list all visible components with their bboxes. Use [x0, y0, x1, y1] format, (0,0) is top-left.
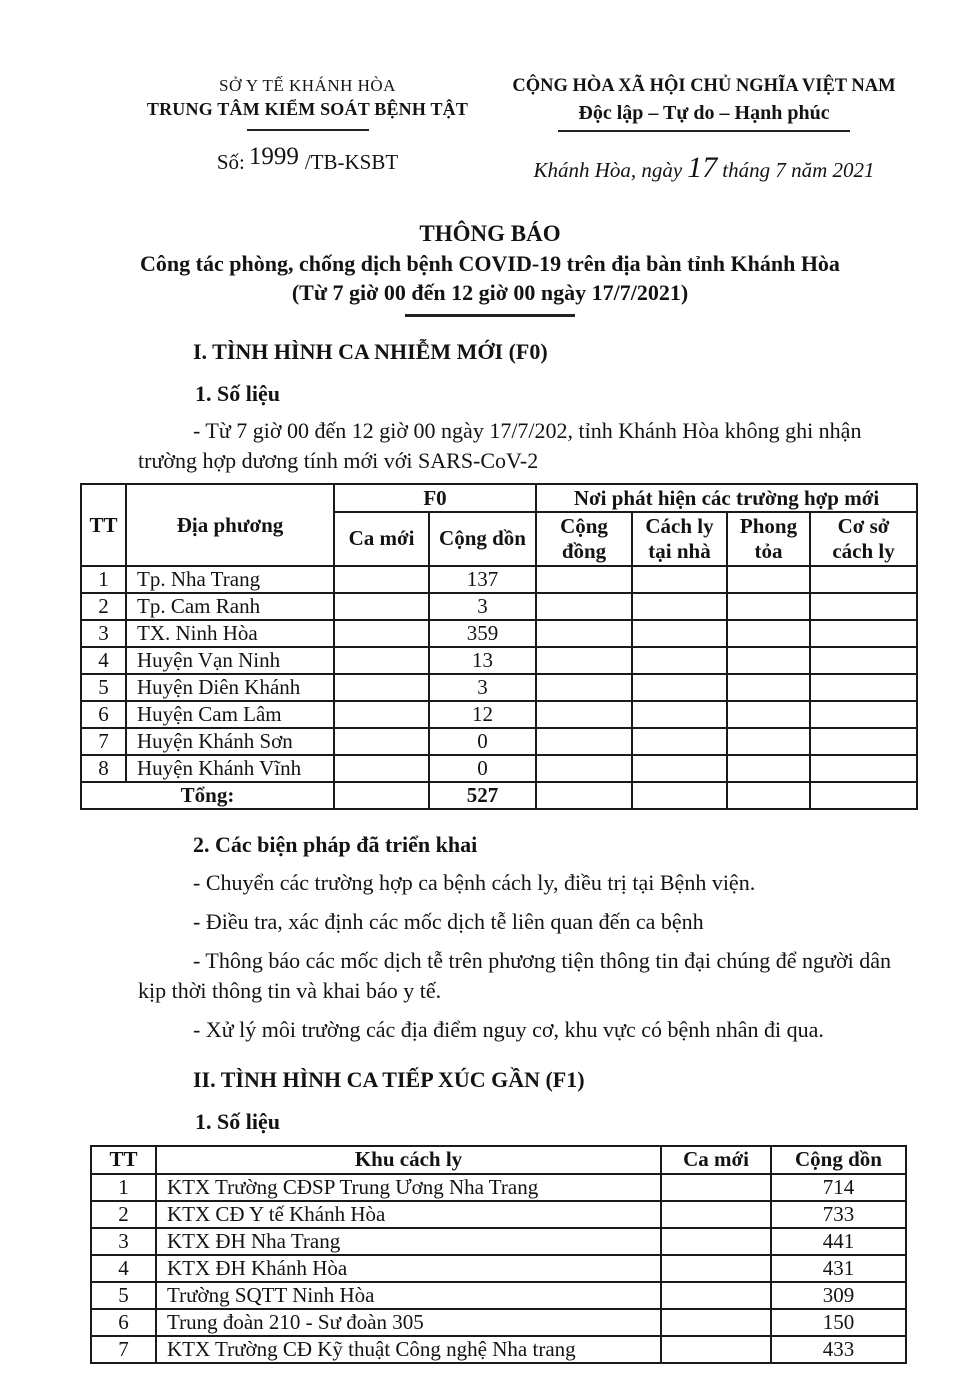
cell-dia-phuong: Huyện Diên Khánh — [126, 674, 334, 701]
cell-ca-moi — [334, 647, 429, 674]
cell-co-so-cach-ly — [810, 566, 917, 593]
cell-khu-cach-ly: KTX ĐH Nha Trang — [156, 1228, 661, 1255]
cell-ca-moi — [334, 620, 429, 647]
cell-co-so-cach-ly — [810, 755, 917, 782]
f0-total-empty — [727, 782, 810, 809]
table-row — [81, 701, 917, 728]
cell-tt: 2 — [81, 593, 126, 620]
table-row — [81, 620, 917, 647]
f0-col-cong-dong: Cộng đồng — [536, 512, 632, 566]
cell-ca-moi — [334, 674, 429, 701]
cell-cach-ly-tai-nha — [632, 701, 727, 728]
cell-co-so-cach-ly — [810, 647, 917, 674]
cell-phong-toa — [727, 593, 810, 620]
cell-khu-cach-ly: Trung đoàn 210 - Sư đoàn 305 — [156, 1309, 661, 1336]
section-heading-measures: 2. Các biện pháp đã triển khai — [193, 831, 478, 857]
cell-phong-toa — [727, 566, 810, 593]
cell-tt: 1 — [91, 1174, 156, 1201]
doc-number-suffix: /TB-KSBT — [304, 150, 399, 174]
cell-dia-phuong: Huyện Khánh Vĩnh — [126, 755, 334, 782]
cell-khu-cach-ly: KTX CĐ Y tế Khánh Hòa — [156, 1201, 661, 1228]
cell-cong-dong — [536, 701, 632, 728]
f0-col-cach-ly-tai-nha: Cách ly tại nhà — [632, 512, 727, 566]
table-row — [81, 593, 917, 620]
date-line — [490, 151, 918, 185]
f0-total-ca-moi — [334, 782, 429, 809]
section-f1-sub-heading: 1. Số liệu — [195, 1108, 280, 1134]
cell-tt: 2 — [91, 1201, 156, 1228]
cell-ca-moi — [661, 1282, 771, 1309]
cell-cong-don: 137 — [429, 566, 536, 593]
issuing-org-block — [135, 74, 480, 176]
f0-col-ca-moi: Ca mới — [334, 512, 429, 566]
cell-tt: 5 — [81, 674, 126, 701]
cell-cong-don: 431 — [771, 1255, 906, 1282]
cell-ca-moi — [334, 566, 429, 593]
cell-cong-don: 12 — [429, 701, 536, 728]
cell-cach-ly-tai-nha — [632, 728, 727, 755]
cell-tt: 3 — [91, 1228, 156, 1255]
national-motto-line1: CỘNG HÒA XÃ HỘI CHỦ NGHĨA VIỆT NAM — [512, 76, 896, 96]
org-underline — [247, 129, 369, 131]
measure-item: - Thông báo các mốc dịch tễ trên phương tiện thông tin đại chúng để người dân kịp thời thông tin và khai báo y tế. — [138, 947, 891, 1003]
doc-number-value: 1999 — [248, 143, 299, 170]
cell-tt: 4 — [81, 647, 126, 674]
date-prefix: Khánh Hòa, ngày — [533, 158, 683, 182]
table-row — [81, 728, 917, 755]
cell-cong-don: 433 — [771, 1336, 906, 1363]
cell-cong-don: 309 — [771, 1282, 906, 1309]
cell-co-so-cach-ly — [810, 701, 917, 728]
cell-cong-don: 0 — [429, 755, 536, 782]
cell-dia-phuong: TX. Ninh Hòa — [126, 620, 334, 647]
f0-col-co-so-cach-ly: Cơ sở cách ly — [810, 512, 917, 566]
table-row — [91, 1228, 906, 1255]
cell-tt: 5 — [91, 1282, 156, 1309]
f0-total-empty — [536, 782, 632, 809]
section-heading-f1: II. TÌNH HÌNH CA TIẾP XÚC GẦN (F1) — [193, 1066, 585, 1092]
cell-cong-dong — [536, 728, 632, 755]
f1-col-ca-moi: Ca mới — [661, 1146, 771, 1174]
cell-cong-don: 3 — [429, 674, 536, 701]
f0-total-row — [81, 782, 917, 809]
f1-col-tt: TT — [91, 1146, 156, 1174]
cell-phong-toa — [727, 620, 810, 647]
cell-cong-don: 150 — [771, 1309, 906, 1336]
table-row — [91, 1282, 906, 1309]
f0-total-empty — [810, 782, 917, 809]
measure-item: - Điều tra, xác định các mốc dịch tễ liên quan đến ca bệnh — [193, 908, 704, 934]
national-motto-line2: Độc lập – Tự do – Hạnh phúc — [578, 102, 830, 124]
table-row — [81, 647, 917, 674]
cell-cong-dong — [536, 566, 632, 593]
cell-tt: 7 — [81, 728, 126, 755]
f0-total-empty — [632, 782, 727, 809]
cell-khu-cach-ly: KTX Trường CĐSP Trung Ương Nha Trang — [156, 1174, 661, 1201]
cell-co-so-cach-ly — [810, 674, 917, 701]
cell-phong-toa — [727, 647, 810, 674]
cell-cach-ly-tai-nha — [632, 620, 727, 647]
section-heading-f0: I. TÌNH HÌNH CA NHIỄM MỚI (F0) — [193, 338, 548, 364]
f1-col-khu-cach-ly: Khu cách ly — [156, 1146, 661, 1174]
cell-tt: 4 — [91, 1255, 156, 1282]
measure-item: - Xử lý môi trường các địa điểm nguy cơ, khu vực có bệnh nhân đi qua. — [193, 1016, 824, 1042]
f0-table — [80, 483, 918, 810]
cell-dia-phuong: Tp. Cam Ranh — [126, 593, 334, 620]
f0-col-cong-don: Cộng dồn — [429, 512, 536, 566]
cell-cach-ly-tai-nha — [632, 674, 727, 701]
cell-co-so-cach-ly — [810, 620, 917, 647]
national-header-block — [490, 74, 918, 185]
document-header — [0, 74, 980, 185]
cell-cach-ly-tai-nha — [632, 755, 727, 782]
cell-khu-cach-ly: KTX Trường CĐ Kỹ thuật Công nghệ Nha trang — [156, 1336, 661, 1363]
cell-khu-cach-ly: KTX ĐH Khánh Hòa — [156, 1255, 661, 1282]
cell-ca-moi — [334, 728, 429, 755]
cell-phong-toa — [727, 674, 810, 701]
cell-phong-toa — [727, 755, 810, 782]
doc-number-line — [135, 143, 480, 176]
f0-total-cong-don: 527 — [429, 782, 536, 809]
table-row — [91, 1255, 906, 1282]
f0-col-group-noi-phat-hien: Nơi phát hiện các trường hợp mới — [536, 484, 917, 512]
title-block — [0, 219, 980, 317]
cell-tt: 6 — [91, 1309, 156, 1336]
cell-ca-moi — [334, 701, 429, 728]
date-day: 17 — [687, 151, 718, 184]
doc-number-prefix: Số: — [216, 150, 245, 174]
cell-cong-don: 441 — [771, 1228, 906, 1255]
f0-col-tt: TT — [81, 484, 126, 566]
org-name-line2: TRUNG TÂM KIỂM SOÁT BỆNH TẬT — [146, 99, 469, 119]
f0-summary-paragraph: - Từ 7 giờ 00 đến 12 giờ 00 ngày 17/7/202, tỉnh Khánh Hòa không ghi nhận trường hợp dương tính mới với SARS-CoV-2 — [138, 417, 862, 473]
cell-dia-phuong: Huyện Cam Lâm — [126, 701, 334, 728]
f0-total-label: Tổng: — [81, 782, 334, 809]
f1-table — [90, 1145, 907, 1364]
cell-khu-cach-ly: Trường SQTT Ninh Hòa — [156, 1282, 661, 1309]
cell-phong-toa — [727, 701, 810, 728]
cell-tt: 6 — [81, 701, 126, 728]
cell-ca-moi — [334, 755, 429, 782]
table-row — [81, 674, 917, 701]
cell-cong-dong — [536, 755, 632, 782]
cell-ca-moi — [661, 1309, 771, 1336]
document-title: THÔNG BÁO — [419, 221, 561, 246]
f0-col-phong-toa: Phong tỏa — [727, 512, 810, 566]
f0-col-group-f0: F0 — [334, 484, 536, 512]
cell-cong-don: 733 — [771, 1201, 906, 1228]
cell-cach-ly-tai-nha — [632, 566, 727, 593]
f1-table-header-row — [91, 1146, 906, 1174]
cell-ca-moi — [661, 1228, 771, 1255]
cell-ca-moi — [334, 593, 429, 620]
cell-ca-moi — [661, 1336, 771, 1363]
org-name-line1: SỞ Y TẾ KHÁNH HÒA — [219, 76, 396, 95]
cell-cong-don: 0 — [429, 728, 536, 755]
cell-cong-don: 359 — [429, 620, 536, 647]
cell-cong-don: 13 — [429, 647, 536, 674]
f1-col-cong-don: Cộng dồn — [771, 1146, 906, 1174]
f0-col-dia-phuong: Địa phương — [126, 484, 334, 566]
cell-tt: 3 — [81, 620, 126, 647]
cell-ca-moi — [661, 1201, 771, 1228]
date-suffix: tháng 7 năm 2021 — [722, 158, 875, 182]
table-row — [81, 566, 917, 593]
document-subtitle-line1: Công tác phòng, chống dịch bệnh COVID-19 trên địa bàn tỉnh Khánh Hòa — [140, 251, 840, 276]
cell-ca-moi — [661, 1174, 771, 1201]
cell-cong-dong — [536, 620, 632, 647]
cell-phong-toa — [727, 728, 810, 755]
cell-ca-moi — [661, 1255, 771, 1282]
title-underline — [405, 314, 575, 317]
motto-underline — [558, 130, 850, 132]
document-subtitle-line2: (Từ 7 giờ 00 đến 12 giờ 00 ngày 17/7/2021) — [291, 280, 689, 305]
cell-cach-ly-tai-nha — [632, 647, 727, 674]
cell-cach-ly-tai-nha — [632, 593, 727, 620]
cell-tt: 7 — [91, 1336, 156, 1363]
cell-dia-phuong: Huyện Khánh Sơn — [126, 728, 334, 755]
table-row — [91, 1309, 906, 1336]
cell-co-so-cach-ly — [810, 593, 917, 620]
cell-cong-dong — [536, 647, 632, 674]
cell-cong-don: 3 — [429, 593, 536, 620]
measure-item: - Chuyển các trường hợp ca bệnh cách ly, điều trị tại Bệnh viện. — [193, 869, 756, 895]
cell-cong-don: 714 — [771, 1174, 906, 1201]
cell-cong-dong — [536, 674, 632, 701]
cell-dia-phuong: Huyện Vạn Ninh — [126, 647, 334, 674]
table-row — [91, 1174, 906, 1201]
cell-dia-phuong: Tp. Nha Trang — [126, 566, 334, 593]
table-row — [91, 1201, 906, 1228]
f0-table-header-row1 — [81, 484, 917, 512]
section-f0-sub-heading: 1. Số liệu — [195, 380, 280, 406]
cell-co-so-cach-ly — [810, 728, 917, 755]
cell-cong-dong — [536, 593, 632, 620]
table-row — [91, 1336, 906, 1363]
cell-tt: 1 — [81, 566, 126, 593]
cell-tt: 8 — [81, 755, 126, 782]
table-row — [81, 755, 917, 782]
